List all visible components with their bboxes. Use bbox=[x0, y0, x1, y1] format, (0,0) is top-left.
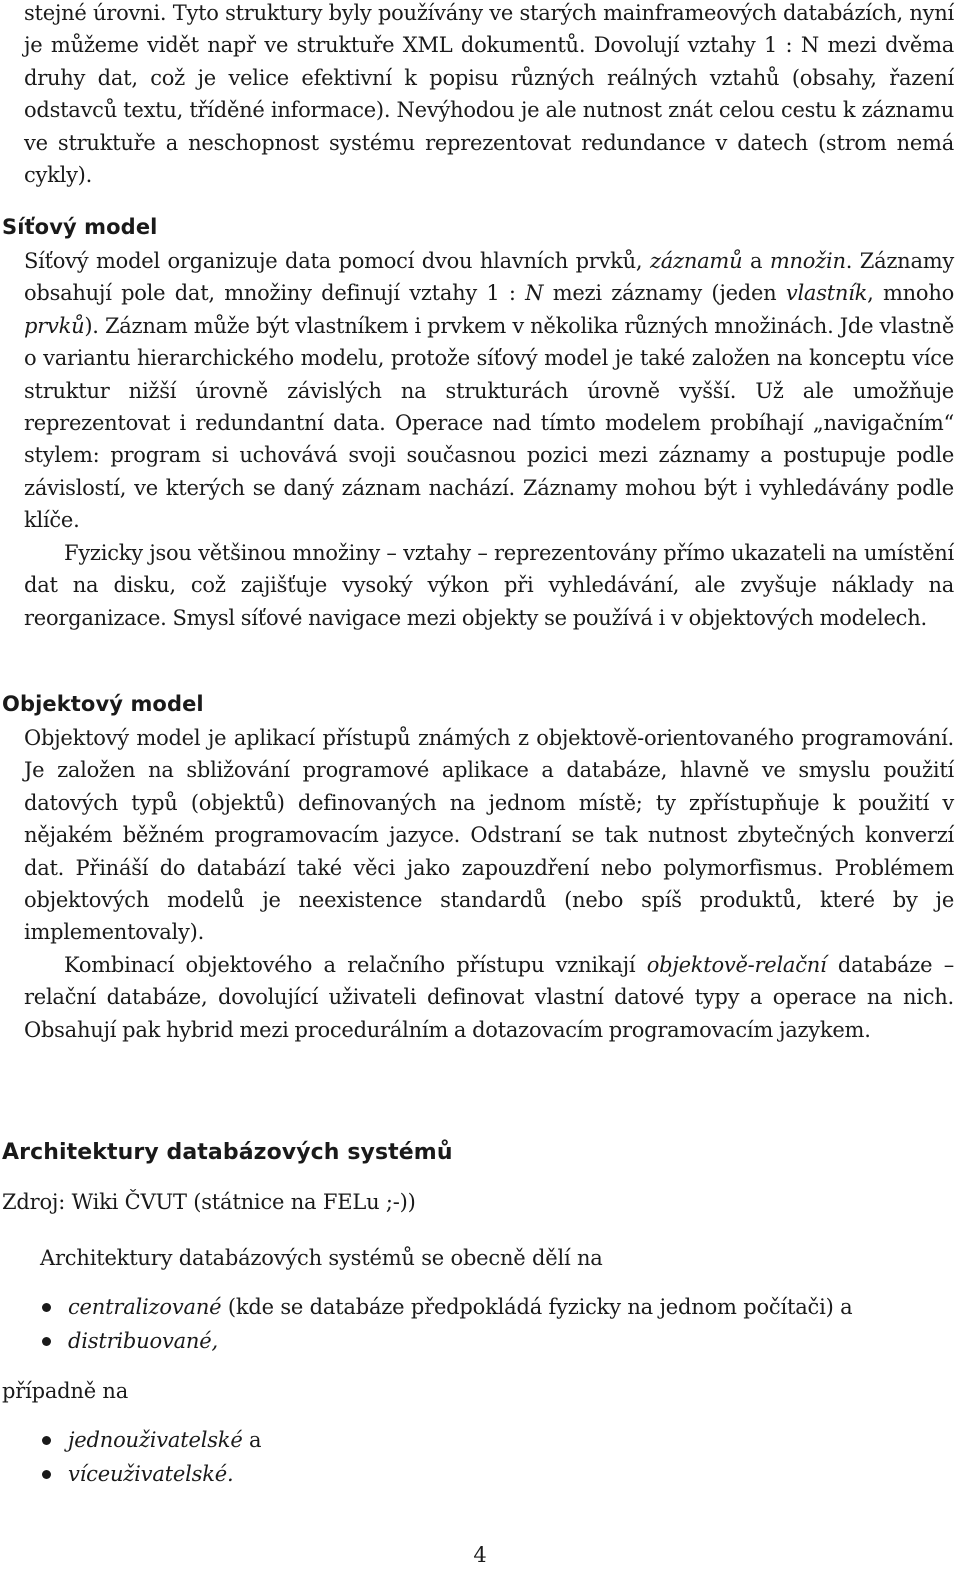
text-run: a bbox=[742, 249, 770, 273]
section-heading-architecture: Architektury databázových systémů bbox=[2, 1140, 453, 1165]
list-item bbox=[0, 1324, 852, 1358]
text-run: Fyzicky jsou většinou množiny – vztahy – reprezentovány přímo ukazateli na umístění dat na disku, což zajišťuje vysoký výkon při vyhledávání, ale zvyšuje náklady na reorganizace. Smysl síťové navigace mezi objekty se používá i v objektových modelech. bbox=[24, 541, 954, 630]
list-item-text: a bbox=[242, 1428, 262, 1452]
network-model-paragraph-1 bbox=[24, 245, 954, 537]
text-run: ). Záznam může být vlastníkem i prvkem v několika různých množinách. Jde vlastně o variantu hierarchického modelu, protože síťový model je také založen na konceptu více struktur nižší úrovně závislých na strukturách úrovně vyšší. Už ale umožňuje reprezentovat i redundantní data. Operace nad tímto modelem probíhají „navigačním“ stylem: program si uchovává svoji současnou pozici mezi záznamy a postupuje podle závislostí, ve kterých se daný záznam nachází. Záznamy mohou být i vyhledávány podle klíče. bbox=[24, 313, 954, 533]
text-run: mezi záznamy (jeden bbox=[543, 281, 786, 306]
emphasis-object-relational: objektově-relační bbox=[646, 953, 827, 977]
text-run: Objektový model je aplikací přístupů známých z objektově-orientovaného programování. Je založen na sbližování programové aplikace a databáze, hlavně ve smyslu použití datových typů (objektů) definovaných na jednom místě; ty zpřístupňuje k použití v nějakém běžném programovacím jazyce. Odstraní se tak nutnost zbytečných konverzí dat. Přináší do databází také věci jako zapouzdření nebo polymorfismus. Problémem objektových modelů je neexistence standardů (nebo spíš produktů, které by je implementovaly). bbox=[24, 726, 954, 945]
text-run: Kombinací objektového a relačního přístupu vznikají bbox=[64, 953, 647, 977]
list-item-term: distribuované, bbox=[68, 1329, 218, 1353]
alternatively-line: případně na bbox=[2, 1379, 129, 1403]
list-item bbox=[0, 1290, 852, 1324]
bullet-icon bbox=[42, 1337, 51, 1346]
list-item bbox=[0, 1457, 261, 1491]
architecture-list-1 bbox=[0, 1290, 852, 1358]
text-run: . Záznamy obsahují pole dat, množiny definují vztahy 1 : bbox=[24, 249, 955, 306]
object-model-paragraph-2 bbox=[24, 949, 954, 1046]
architecture-intro: Architektury databázových systémů se obecně dělí na bbox=[40, 1246, 603, 1270]
bullet-icon bbox=[42, 1470, 51, 1479]
architecture-list-2 bbox=[0, 1423, 261, 1491]
list-item-term: centralizované bbox=[68, 1295, 222, 1319]
text-run: , mnoho bbox=[867, 281, 954, 306]
network-model-paragraph-2 bbox=[24, 537, 954, 634]
section-heading-network-model: Síťový model bbox=[2, 215, 158, 239]
intro-text: stejné úrovni. Tyto struktury byly používány ve starých mainframeových databázích, nyní je můžeme vidět např ve struktuře XML dokumentů. Dovolují vztahy 1 : N mezi dvěma druhy dat, což je velice efektivní k popisu různých reálných vztahů (obsahy, řazení odstavců textu, tříděné informace). Nevýhodou je ale nutnost znát celou cestu k záznamu ve struktuře a neschopnost systému reprezentovat redundance v datech (strom nemá cykly). bbox=[24, 1, 954, 188]
emphasis-records: záznamů bbox=[649, 249, 743, 273]
object-model-paragraph-1 bbox=[24, 722, 954, 949]
list-item-term: jednouživatelské bbox=[68, 1428, 243, 1452]
list-item-term: víceuživatelské. bbox=[68, 1462, 234, 1486]
emphasis-members: prvků bbox=[24, 313, 85, 338]
emphasis-sets: množin bbox=[769, 249, 846, 273]
page-number: 4 bbox=[473, 1543, 487, 1567]
list-item-text: (kde se databáze předpokládá fyzicky na jednom počítači) a bbox=[221, 1295, 853, 1319]
section-heading-object-model: Objektový model bbox=[2, 692, 204, 716]
text-run: databáze – relační databáze, dovolující uživateli definovat vlastní datové typy a operace na nich. Obsahují pak hybrid mezi procedurálním a dotazovacím programovacím jazykem. bbox=[24, 953, 954, 1042]
bullet-icon bbox=[42, 1436, 51, 1445]
source-line: Zdroj: Wiki ČVUT (státnice na FELu ;-)) bbox=[2, 1190, 416, 1214]
text-run: Síťový model organizuje data pomocí dvou hlavních prvků, bbox=[24, 249, 650, 273]
bullet-icon bbox=[42, 1303, 51, 1312]
intro-paragraph bbox=[24, 0, 954, 191]
math-n: N bbox=[525, 281, 544, 306]
emphasis-owner: vlastník bbox=[785, 281, 868, 306]
list-item bbox=[0, 1423, 261, 1457]
